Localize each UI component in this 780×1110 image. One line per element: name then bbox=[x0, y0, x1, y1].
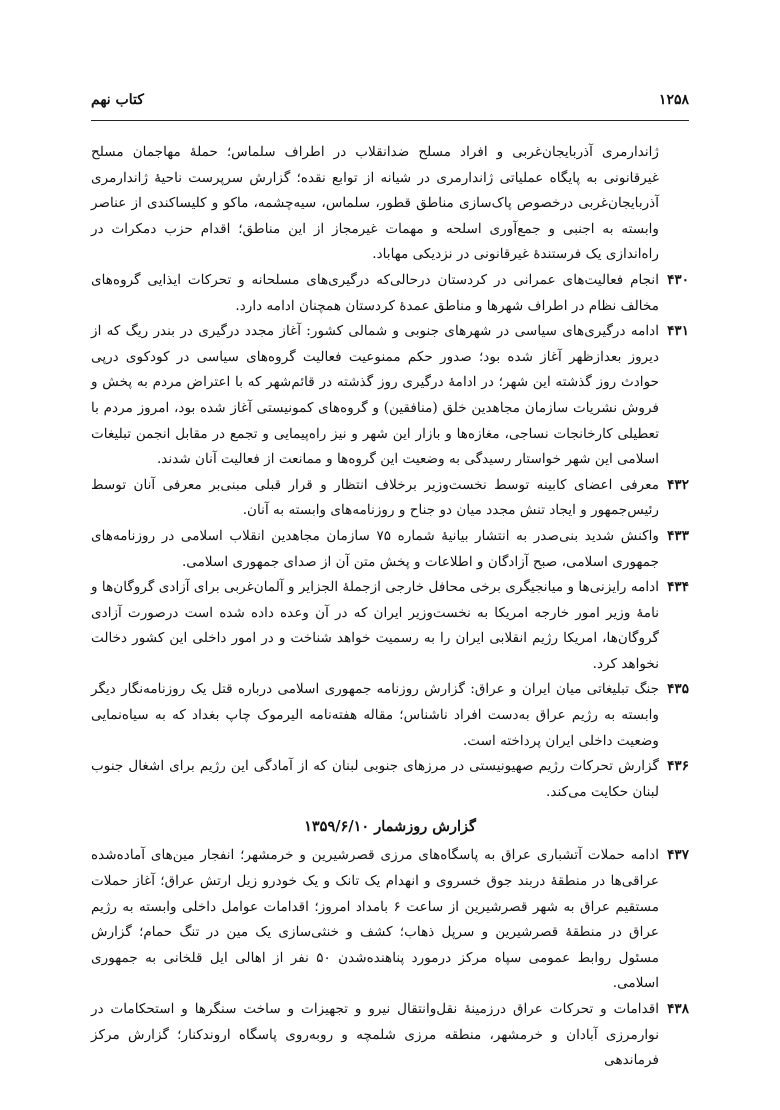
header-rule bbox=[91, 120, 689, 121]
entry-number: ۴۳۵ bbox=[667, 681, 689, 698]
page-number: ۱۲۵۸ bbox=[658, 92, 689, 108]
entry-text: جنگ تبلیغاتی میان ایران و عراق: گزارش روزنامه جمهوری اسلامی درباره قتل یک روزنامه‌نگار دیگر وابسته به رژیم عراق به‌دست افراد ناشناس؛ مقاله هفته‌نامه الیرموک چاپ بغداد که به سیاه‌نمایی وضعیت داخلی ایران پرداخته است. bbox=[91, 681, 659, 749]
entry-text: اقدامات و تحرکات عراق درزمینهٔ نقل‌وانتقال نیرو و تجهیزات و ساخت سنگرها و استحکامات در نوارمرزی آبادان و خرمشهر، منطقه مرزی شلمچه و روبه‌روی پاسگاه اروندکنار؛ گزارش مرکز فرماندهی bbox=[91, 1001, 659, 1069]
section-title: گزارش روزشمار ۱۳۵۹/۶/۱۰ bbox=[304, 818, 476, 836]
entry-436 bbox=[91, 754, 689, 805]
entry-437 bbox=[91, 843, 689, 997]
document-body bbox=[91, 140, 689, 1074]
entry-number: ۴۳۲ bbox=[667, 476, 689, 493]
entry-number: ۴۳۸ bbox=[667, 1001, 689, 1017]
entry-text: واکنش شدید بنی‌صدر به انتشار بیانیهٔ شماره ۷۵ سازمان مجاهدین انقلاب اسلامی در روزنامه‌های جمهوری اسلامی، صبح آزادگان و اطلاعات و پخش متن آن از صدای جمهوری اسلامی. bbox=[91, 527, 659, 570]
entry-text: ادامه حملات آتشباری عراق به پاسگاه‌های مرزی قصرشیرین و خرمشهر؛ انفجار مین‌های آماده‌شده عراقی‌ها در منطقهٔ دربند جوق خسروی و انهدام یک تانک و یک خودرو زیل ارتش عراق؛ آغاز حملات مستقیم عراق به شهر قصرشیرین از ساعت ۶ بامداد امروز؛ اقدامات عوامل داخلی وابسته به رژیم عراق در منطقهٔ قصرشیرین و سرپل ذهاب؛ کشف و خنثی‌سازی یک مین در تنگ حمام؛ گزارش مسئول روابط عمومی سپاه مرکز درمورد پناهنده‌شدن ۵۰ نفر از اهالی ایل قلخانی به جمهوری اسلامی. bbox=[91, 847, 659, 992]
entry-number: ۴۳۰ bbox=[667, 271, 689, 288]
entry-text: انجام فعالیت‌های عمرانی در کردستان درحالی‌که درگیری‌های مسلحانه و تحرکات ایذایی گروه‌های مخالف نظام در اطراف شهرها و مناطق عمدهٔ کردستان همچنان ادامه دارد. bbox=[91, 271, 659, 314]
entry-number: ۴۳۳ bbox=[667, 527, 689, 544]
entry-number: ۴۳۷ bbox=[667, 847, 689, 864]
entry-433 bbox=[91, 524, 689, 575]
intro-paragraph: ژاندارمری آذربایجان‌غربی و افراد مسلح ضدانقلاب در اطراف سلماس؛ حملهٔ مهاجمان مسلح غیرقانونی به پایگاه عملیاتی ژاندارمری در شیانه از توابع نقده؛ گزارش سرپرست ناحیهٔ ژاندارمری آذربایجان‌غربی درخصوص پاک‌سازی مناطق قطور، سلماس، سیه‌چشمه، ماکو و کلیساکندی از عناصر وابسته به اجنبی و جمع‌آوری اسلحه و مهمات غیرمجاز از این مناطق؛ اقدام حزب دمکرات در راه‌اندازی یک فرستندهٔ غیرقانونی در نزدیکی مهاباد. bbox=[91, 144, 659, 263]
entry-number: ۴۳۶ bbox=[667, 758, 689, 775]
running-header bbox=[91, 92, 689, 116]
entry-text: گزارش تحرکات رژیم صهیونیستی در مرزهای جنوبی لبنان که از آمادگی این رژیم برای اشغال جنوب لبنان حکایت می‌کند. bbox=[91, 758, 659, 800]
entry-text: ادامه رایزنی‌ها و میانجیگری برخی محافل خارجی ازجملهٔ الجزایر و آلمان‌غربی برای آزادی گروگان‌ها و نامهٔ وزیر امور خارجه امریکا به نخست‌وزیر ایران که در آن وعده داده شده است درصورت آزادی گروگان‌ها، امریکا رژیم انقلابی ایران را به رسمیت خواهد شناخت و در امور داخلی این کشور دخالت نخواهد کرد. bbox=[91, 579, 659, 672]
entry-432 bbox=[91, 473, 689, 524]
entry-430 bbox=[91, 268, 689, 319]
entry-number: ۴۳۴ bbox=[667, 579, 689, 596]
entry-438 bbox=[91, 997, 689, 1074]
entry-434 bbox=[91, 575, 689, 677]
entry-number: ۴۳۱ bbox=[667, 323, 689, 340]
entry-text: معرفی اعضای کابینه توسط نخست‌وزیر برخلاف انتظار و قرار قبلی مبنی‌بر معرفی آنان توسط رئیس‌جمهور و ایجاد تنش مجدد میان دو جناح و روزنامه‌های وابسته به آنان. bbox=[91, 476, 659, 519]
entry-435 bbox=[91, 677, 689, 754]
entry-431 bbox=[91, 319, 689, 473]
book-title: کتاب نهم bbox=[91, 92, 144, 108]
entry-text: ادامه درگیری‌های سیاسی در شهرهای جنوبی و شمالی کشور: آغاز مجدد درگیری در بندر ریگ که از دیروز بعدازظهر آغاز شده بود؛ صدور حکم ممنوعیت فعالیت گروه‌های سیاسی در کودکوی درپی حوادث روز گذشته این شهر؛ در ادامهٔ درگیری روز گذشته در قائم‌شهر که با اعتراض مردم به پخش و فروش نشریات سازمان مجاهدین خلق (منافقین) و گروه‌های کمونیستی آغاز شده بود، امروز مردم با تعطیلی کارخانجات نساجی، مغازه‌ها و بازار این شهر و نیز راه‌پیمایی و تجمع در مقابل انجمن تبلیغات اسلامی این شهر خواستار رسیدگی به وضعیت این گروه‌ها و ممانعت از فعالیت آنان شدند. bbox=[91, 323, 659, 468]
